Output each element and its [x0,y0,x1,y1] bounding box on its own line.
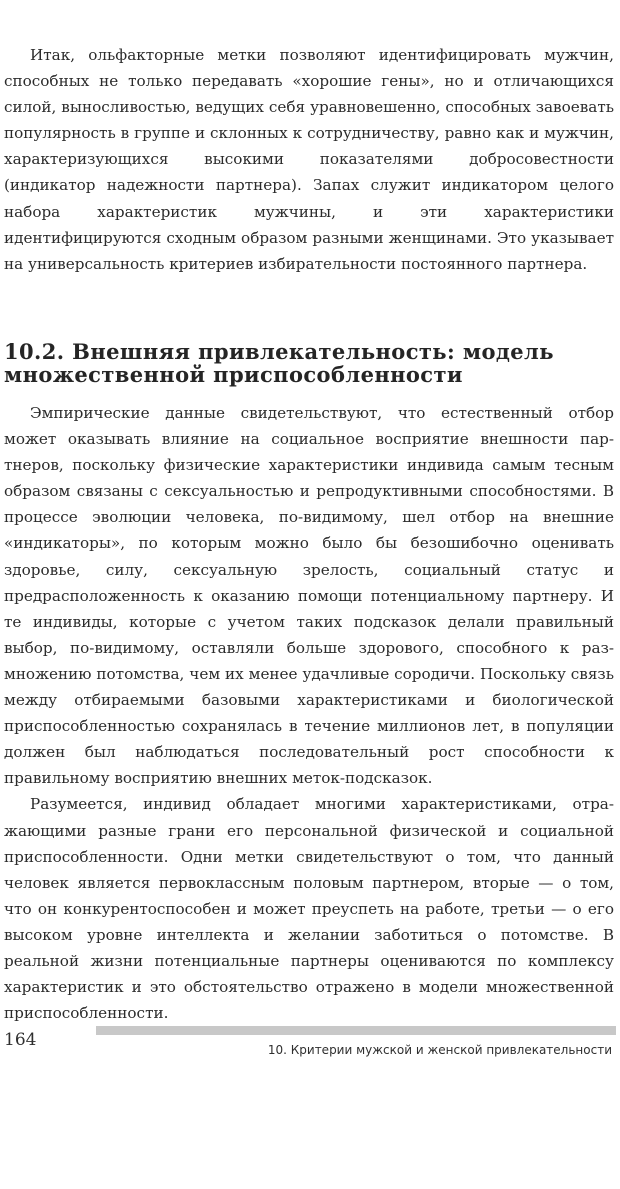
intro-paragraph: Итак, ольфакторные метки позволяют идентифицировать мужчин, способных не только передавать «хорошие гены», но и отличающихся силой, выносливостью, ведущих себя уравновешенно, способных завоевать популярность в группе и склонных к сотрудничеству, равно как и мужчин, характеризующихся высокими показателями добросовестности (индикатор надежности партнера). Запах служит индикатором целого набора характеристик мужчины, и эти характеристики идентифицируются сходным образом разными женщинами. Это указывает на универсальность критериев избирательности постоянного партнера. [4,46,614,273]
intro-text [4,42,614,277]
running-title: 10. Критерии мужской и женской привлекательности [267,1043,612,1057]
body-paragraph-1: Эмпирические данные свидетельствуют, что естественный отбор может оказывать влияние на социальное восприятие внешности партнеров, поскольку физические характеристики индивида самым тесным образом связаны с сексуальностью и репродуктивными способностями. В процессе эволюции человека, по-видимому, шел отбор на внешние «индикаторы», по которым можно было бы безошибочно оценивать здоровье, силу, сексуальную зрелость, социальный статус и предрасположенность к оказанию помощи потенциальному партнеру. И те индивиды, которые с учетом таких подсказок делали правильный выбор, по-видимому, оставляли больше здорового, способного к размножению потомства, чем их менее удачливые сородичи. Поскольку связь между отбираемыми базовыми характеристиками и биологической приспособленностью сохранялась в течение миллионов лет, в популяции должен был наблюдаться последовательный рост способности к правильному восприятию внешних меток-подсказок. [4,404,614,788]
page-number: 164 [4,1030,37,1050]
body-paragraph-2: Разумеется, индивид обладает многими характеристиками, отражающими разные грани его персональной физической и социальной приспособленности. Одни метки свидетельствуют о том, что данный человек является первоклассным половым партнером, вторые — о том, что он конкурентоспособен и может преуспеть на работе, третьи — о его высоком уровне интеллекта и желании заботиться о потомстве. В реальной жизни потенциальные партнеры оцениваются по комплексу характеристик и это обстоятельство отражено в модели множественной приспособленности. [4,795,614,1023]
section-body [4,400,614,1026]
footer-rule [96,1026,616,1035]
section-heading: 10.2. Внешняя привлекательность: модель множественной приспособленности [4,339,554,387]
